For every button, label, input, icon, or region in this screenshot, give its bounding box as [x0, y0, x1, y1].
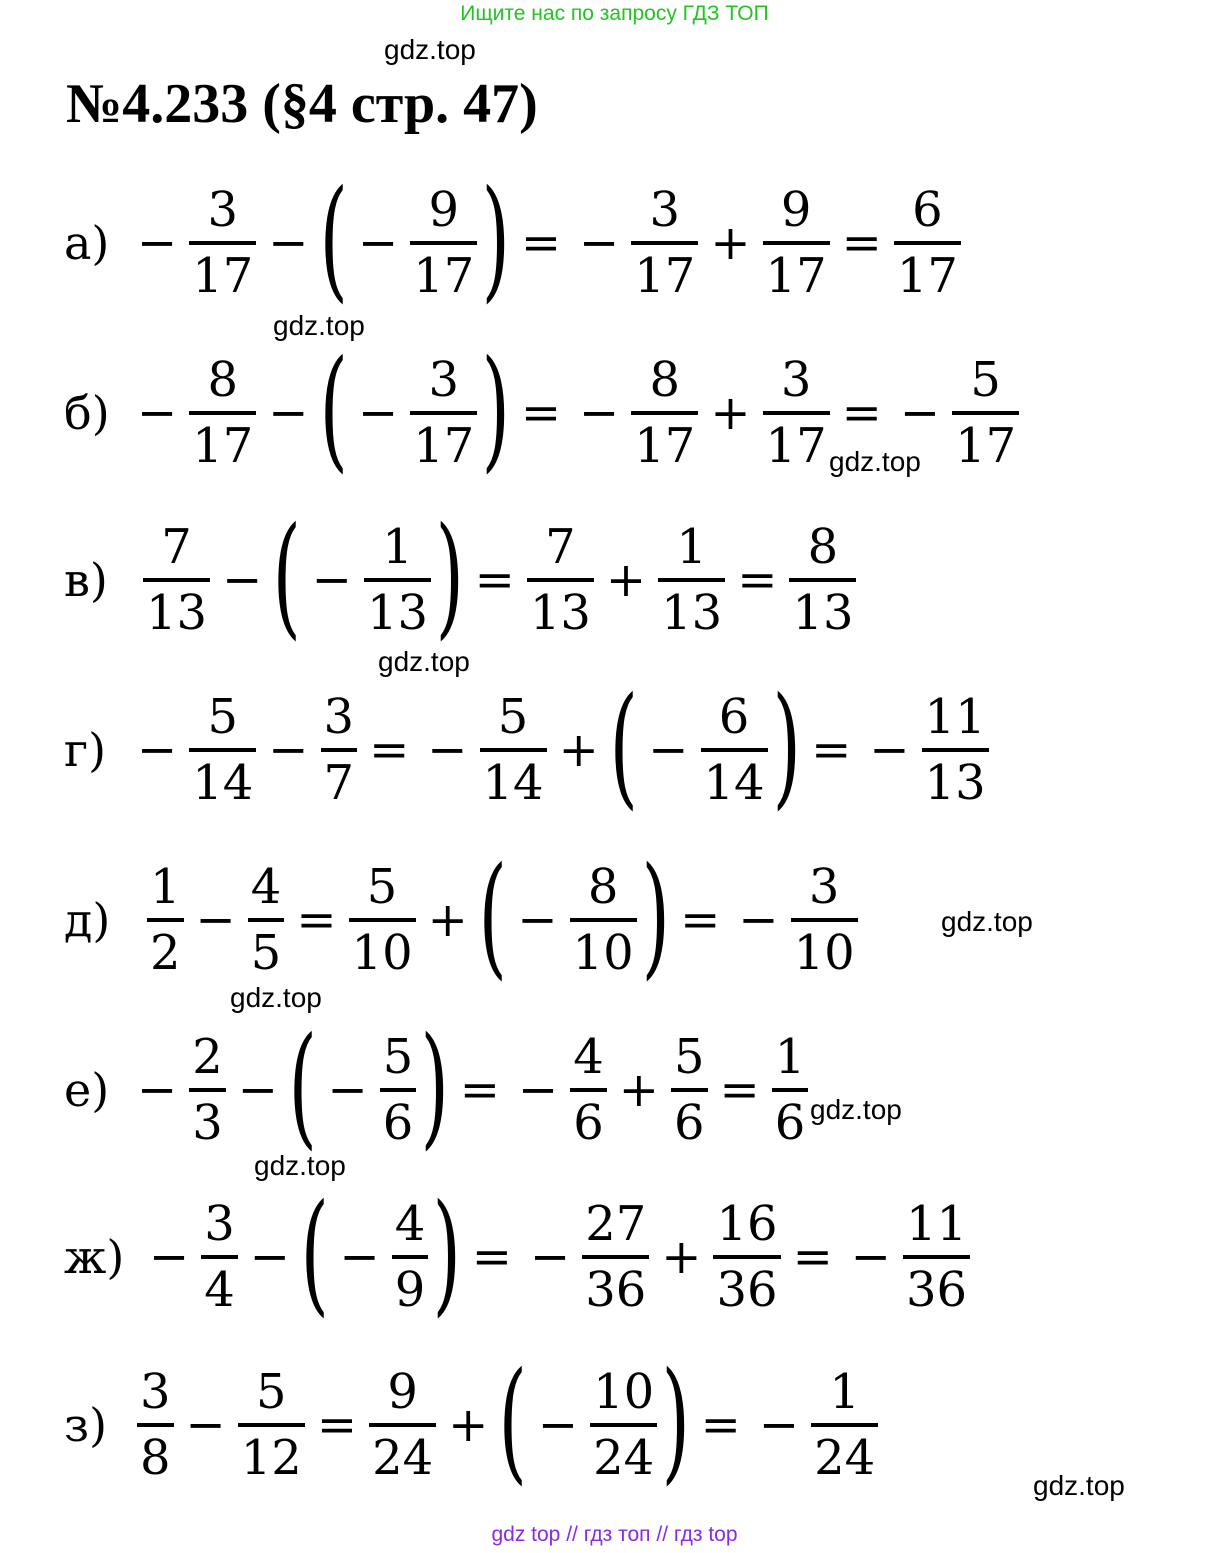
numerator: 8: [807, 519, 839, 575]
fraction: [671, 1026, 708, 1154]
operator: −: [358, 385, 399, 441]
operator: −: [137, 722, 178, 778]
operator: =: [719, 1062, 760, 1118]
right-paren: ): [772, 669, 801, 823]
watermark: gdz.top: [829, 446, 921, 477]
operator: −: [537, 1397, 579, 1453]
operator: −: [358, 215, 399, 271]
watermark: gdz.top: [378, 646, 470, 677]
fraction: [903, 1193, 970, 1321]
numerator: 8: [587, 859, 619, 915]
denominator: 36: [582, 1255, 649, 1321]
numerator: 10: [593, 1364, 655, 1420]
operator: +: [448, 1397, 489, 1453]
fraction: [631, 179, 698, 307]
equation-expression: [128, 1009, 811, 1165]
operator: +: [710, 385, 751, 441]
equation-label: ж): [64, 1230, 125, 1284]
fraction: [480, 686, 547, 814]
numerator: 3: [780, 352, 812, 408]
equation-expression: [128, 162, 964, 318]
denominator: 13: [922, 748, 989, 814]
equation-label: д): [64, 893, 111, 947]
fraction: [527, 516, 594, 644]
operator: −: [758, 1397, 800, 1453]
denominator: 6: [772, 1088, 809, 1154]
numerator: 3: [649, 182, 681, 238]
operator: =: [474, 552, 515, 608]
equation-label: в): [64, 553, 108, 607]
operator: =: [369, 722, 410, 778]
equation-expression: [140, 1176, 973, 1332]
denominator: 14: [480, 748, 547, 814]
operator: =: [520, 215, 562, 271]
fraction: [952, 349, 1019, 477]
denominator: 6: [671, 1088, 708, 1154]
operator: +: [427, 892, 468, 948]
denominator: 8: [137, 1423, 174, 1489]
watermark: gdz.top: [1033, 1470, 1125, 1501]
numerator: 1: [382, 519, 413, 575]
fraction: [570, 1026, 607, 1154]
equation-label: е): [64, 1063, 110, 1117]
denominator: 2: [147, 918, 184, 984]
fraction: [811, 1361, 878, 1489]
numerator: 3: [808, 859, 840, 915]
operator: =: [811, 722, 852, 778]
left-paren: (: [498, 1344, 528, 1498]
numerator: 5: [256, 1364, 287, 1420]
denominator: 12: [238, 1423, 305, 1489]
right-paren: ): [641, 839, 670, 993]
denominator: 3: [189, 1088, 226, 1154]
fraction: [631, 349, 698, 477]
numerator: 16: [716, 1196, 778, 1252]
operator: −: [738, 892, 779, 948]
operator: −: [268, 722, 309, 778]
numerator: 3: [207, 182, 239, 238]
operator: −: [327, 1062, 368, 1118]
equation-expression: [128, 332, 1022, 488]
left-paren: (: [272, 499, 302, 653]
fraction: [137, 1361, 174, 1489]
fraction: [701, 686, 768, 814]
fraction: [380, 1026, 417, 1154]
denominator: 14: [701, 748, 768, 814]
operator: −: [185, 1397, 226, 1453]
operator: +: [618, 1062, 659, 1118]
numerator: 4: [394, 1196, 426, 1252]
numerator: 9: [780, 182, 812, 238]
operator: =: [471, 1229, 512, 1285]
left-paren: (: [300, 1176, 329, 1330]
operator: −: [268, 215, 309, 271]
fraction: [772, 1026, 809, 1154]
denominator: 13: [527, 578, 594, 644]
operator: +: [710, 215, 751, 271]
operator: −: [648, 722, 689, 778]
operator: =: [296, 892, 337, 948]
right-paren: ): [435, 499, 465, 653]
operator: −: [137, 385, 178, 441]
denominator: 7: [321, 748, 358, 814]
numerator: 5: [207, 689, 239, 745]
fraction: [713, 1193, 780, 1321]
operator: −: [579, 215, 620, 271]
equation-expression: [128, 669, 992, 825]
equation-expression: [134, 1344, 881, 1500]
numerator: 8: [649, 352, 681, 408]
numerator: 6: [718, 689, 750, 745]
watermark: gdz.top: [230, 982, 322, 1013]
operator: +: [558, 722, 599, 778]
fraction: [763, 179, 830, 307]
denominator: 17: [189, 241, 256, 307]
fraction: [321, 686, 358, 814]
operator: +: [661, 1229, 702, 1285]
left-paren: (: [319, 332, 348, 486]
numerator: 4: [573, 1029, 604, 1085]
operator: −: [149, 1229, 190, 1285]
fraction: [590, 1361, 657, 1489]
operator: −: [249, 1229, 290, 1285]
numerator: 4: [250, 859, 282, 915]
footer-links: gdz top // гдз топ // гдз top: [491, 1523, 738, 1546]
fraction: [894, 179, 961, 307]
operator: −: [195, 892, 236, 948]
search-banner: Ищите нас по запросу ГДЗ ТОП: [460, 2, 769, 25]
numerator: 3: [140, 1364, 171, 1420]
operator: =: [316, 1397, 358, 1453]
numerator: 3: [428, 352, 460, 408]
equation-label: б): [64, 386, 110, 440]
page-title: №4.233 (§4 стр. 47): [66, 73, 538, 135]
denominator: 6: [380, 1088, 417, 1154]
equation-expression: [140, 499, 859, 655]
denominator: 17: [189, 411, 256, 477]
fraction: [201, 1193, 238, 1321]
operator: −: [311, 552, 353, 608]
left-paren: (: [609, 669, 638, 823]
denominator: 24: [811, 1423, 878, 1489]
fraction: [189, 349, 256, 477]
fraction: [349, 856, 416, 984]
operator: −: [237, 1062, 278, 1118]
numerator: 5: [366, 859, 398, 915]
fraction: [364, 516, 431, 644]
operator: −: [268, 385, 309, 441]
numerator: 3: [204, 1196, 235, 1252]
denominator: 13: [658, 578, 725, 644]
denominator: 17: [894, 241, 961, 307]
numerator: 5: [673, 1029, 705, 1085]
fraction: [143, 516, 210, 644]
numerator: 1: [676, 519, 707, 575]
numerator: 7: [161, 519, 192, 575]
denominator: 6: [570, 1088, 607, 1154]
numerator: 5: [382, 1029, 414, 1085]
numerator: 9: [428, 182, 460, 238]
right-paren: ): [481, 162, 511, 316]
numerator: 3: [323, 689, 355, 745]
fraction: [789, 516, 856, 644]
denominator: 5: [248, 918, 285, 984]
right-paren: ): [661, 1344, 691, 1498]
numerator: 1: [150, 859, 181, 915]
denominator: 14: [189, 748, 256, 814]
numerator: 2: [192, 1029, 223, 1085]
watermark: gdz.top: [384, 34, 476, 65]
fraction: [248, 856, 285, 984]
watermark: gdz.top: [810, 1094, 902, 1125]
operator: =: [520, 385, 562, 441]
operator: −: [137, 1062, 178, 1118]
fraction: [189, 686, 256, 814]
operator: −: [529, 1229, 571, 1285]
fraction: [763, 349, 830, 477]
watermark: gdz.top: [254, 1150, 346, 1181]
fraction: [392, 1193, 429, 1321]
operator: −: [427, 722, 468, 778]
operator: =: [792, 1229, 833, 1285]
operator: −: [517, 892, 558, 948]
operator: =: [700, 1397, 741, 1453]
equation-label: з): [64, 1398, 108, 1452]
numerator: 11: [906, 1196, 968, 1252]
right-paren: ): [432, 1176, 462, 1330]
denominator: 17: [952, 411, 1019, 477]
denominator: 24: [590, 1423, 657, 1489]
denominator: 17: [763, 411, 830, 477]
left-paren: (: [288, 1009, 317, 1163]
fraction: [410, 349, 477, 477]
numerator: 6: [912, 182, 943, 238]
watermark: gdz.top: [941, 906, 1033, 937]
denominator: 36: [713, 1255, 780, 1321]
left-paren: (: [478, 839, 507, 993]
denominator: 17: [410, 411, 477, 477]
denominator: 17: [631, 241, 698, 307]
equation-label: а): [64, 216, 110, 270]
fraction: [189, 1026, 226, 1154]
fraction: [658, 516, 725, 644]
numerator: 5: [970, 352, 1001, 408]
watermark: gdz.top: [273, 310, 365, 341]
numerator: 9: [387, 1364, 418, 1420]
denominator: 17: [763, 241, 830, 307]
numerator: 1: [774, 1029, 806, 1085]
denominator: 36: [903, 1255, 970, 1321]
operator: =: [459, 1062, 500, 1118]
operator: =: [841, 215, 882, 271]
operator: −: [869, 722, 910, 778]
numerator: 11: [924, 689, 986, 745]
operator: −: [339, 1229, 380, 1285]
denominator: 13: [143, 578, 210, 644]
fraction: [410, 179, 477, 307]
right-paren: ): [420, 1009, 450, 1163]
fraction: [922, 686, 989, 814]
operator: −: [579, 385, 620, 441]
operator: =: [680, 892, 721, 948]
fraction: [791, 856, 858, 984]
denominator: 10: [791, 918, 858, 984]
fraction: [570, 856, 637, 984]
fraction: [238, 1361, 305, 1489]
fraction: [189, 179, 256, 307]
denominator: 9: [392, 1255, 429, 1321]
numerator: 1: [829, 1364, 860, 1420]
operator: =: [841, 385, 882, 441]
operator: −: [850, 1229, 891, 1285]
operator: +: [605, 552, 647, 608]
denominator: 4: [201, 1255, 238, 1321]
denominator: 13: [789, 578, 856, 644]
numerator: 7: [545, 519, 576, 575]
numerator: 27: [585, 1196, 647, 1252]
denominator: 13: [364, 578, 431, 644]
operator: −: [222, 552, 263, 608]
denominator: 10: [570, 918, 637, 984]
equation-expression: [144, 839, 861, 995]
left-paren: (: [319, 162, 348, 316]
equation-label: г): [64, 723, 107, 777]
denominator: 17: [410, 241, 477, 307]
denominator: 10: [349, 918, 416, 984]
operator: −: [899, 385, 941, 441]
operator: −: [137, 215, 178, 271]
denominator: 17: [631, 411, 698, 477]
denominator: 24: [369, 1423, 436, 1489]
right-paren: ): [481, 332, 511, 486]
fraction: [582, 1193, 649, 1321]
fraction: [147, 856, 184, 984]
numerator: 8: [207, 352, 239, 408]
fraction: [369, 1361, 436, 1489]
numerator: 5: [497, 689, 529, 745]
operator: =: [737, 552, 778, 608]
operator: −: [517, 1062, 559, 1118]
